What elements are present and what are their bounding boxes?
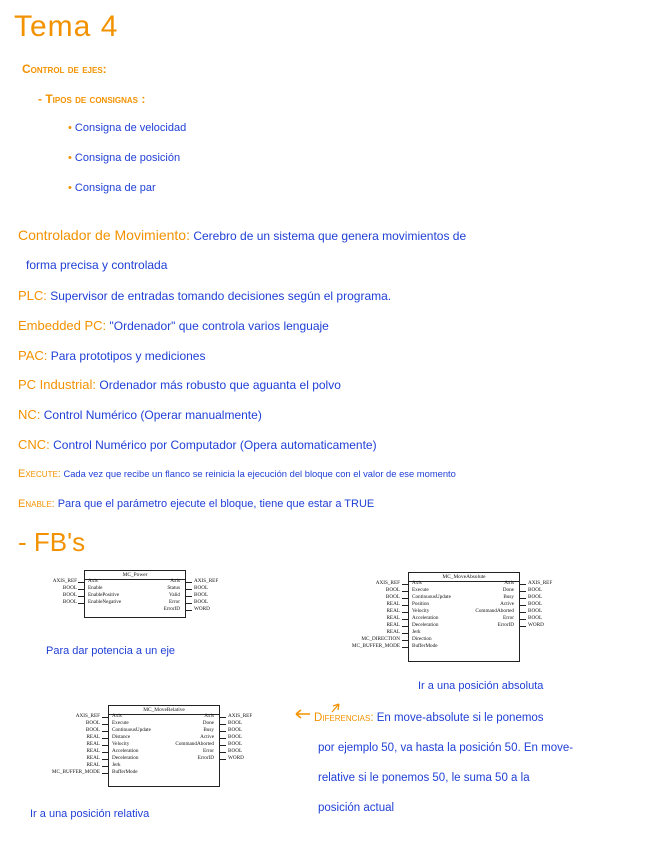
definition-term: PAC: [18, 348, 48, 363]
output-type: BOOL [528, 594, 543, 600]
definition-term: CNC: [18, 437, 50, 452]
pin-line [220, 724, 226, 725]
output-type: BOOL [228, 727, 243, 733]
definition-term: Embedded PC: [18, 318, 107, 333]
definition-text: Control Numérico por Computador (Opera automaticamente) [53, 438, 377, 452]
definition-row [18, 377, 341, 392]
block-name: MC_Power [122, 572, 148, 578]
output-type: WORD [528, 622, 544, 628]
input-type: REAL [86, 734, 100, 740]
input-type: MC_BUFFER_MODE [351, 643, 400, 649]
pin-line [102, 717, 108, 718]
input-pin: Direction [412, 636, 432, 642]
pin-line [220, 717, 226, 718]
output-pin: Active [500, 601, 514, 607]
definition-text: Control Numérico (Operar manualmente) [43, 408, 262, 422]
output-pin: Done [202, 720, 214, 726]
input-type: REAL [86, 741, 100, 747]
list-item-text: Consigna de posición [74, 152, 181, 164]
input-pin: ContinuousUpdate [112, 727, 151, 733]
input-type: BOOL [62, 592, 77, 598]
mc-move-relative-block [40, 705, 280, 800]
pin-line [186, 610, 192, 611]
output-type: BOOL [228, 734, 243, 740]
definition-row [18, 288, 391, 303]
output-pin: Error [503, 615, 514, 621]
pin-line [220, 752, 226, 753]
pin-line [520, 626, 526, 627]
subheading: - Tipos de consignas : [38, 92, 146, 106]
definition-row [18, 498, 374, 510]
input-pin: Acceleration [112, 748, 139, 754]
input-pin: Execute [412, 587, 429, 593]
definition-text: Cerebro de un sistema que genera movimientos de [193, 229, 467, 243]
input-pin: Jerk [112, 762, 121, 768]
input-pin: EnableNegative [88, 599, 122, 605]
list-item [68, 152, 180, 164]
input-type: REAL [386, 601, 400, 607]
list-item [68, 182, 156, 194]
output-type: BOOL [194, 592, 209, 598]
input-type: BOOL [62, 585, 77, 591]
input-pin: Velocity [112, 741, 130, 747]
output-type: BOOL [194, 599, 209, 605]
input-pin: Axis [412, 580, 422, 586]
output-type: BOOL [228, 720, 243, 726]
pin-line [220, 759, 226, 760]
pin-line [78, 596, 84, 597]
pin-line [520, 591, 526, 592]
list-item-text: Consigna de par [74, 182, 156, 194]
differences-line: relative si le ponemos 50, le suma 50 a la [318, 772, 530, 784]
output-type: BOOL [228, 741, 243, 747]
input-pin: Axis [88, 578, 98, 584]
output-pin: Busy [503, 594, 514, 600]
fb-section-title: - FB's [18, 527, 86, 557]
output-type: BOOL [194, 585, 209, 591]
pin-line [520, 619, 526, 620]
pin-line [78, 589, 84, 590]
input-pin: ContinuousUpdate [412, 594, 451, 600]
input-type: AXIS_REF [75, 713, 100, 719]
list-item [68, 122, 186, 134]
input-pin: Deceleration [112, 755, 139, 761]
input-type: REAL [86, 762, 100, 768]
input-type: BOOL [62, 599, 77, 605]
definition-text: Ordenador más robusto que aguanta el polvo [99, 378, 341, 392]
pin-line [402, 633, 408, 634]
block-name: MC_MoveRelative [143, 707, 185, 713]
pin-line [520, 605, 526, 606]
output-type: BOOL [528, 608, 543, 614]
pin-line [102, 731, 108, 732]
definition-row [18, 437, 377, 452]
pin-line [520, 598, 526, 599]
definition-text: "Ordenador" que controla varios lenguaje [109, 319, 329, 333]
bullet-icon: • [68, 182, 75, 194]
input-pin: Position [412, 601, 430, 607]
output-pin: ErrorID [197, 755, 214, 761]
definition-term: Enable: [18, 498, 55, 510]
differences-term: Diferencias: [314, 712, 374, 724]
input-type: REAL [386, 608, 400, 614]
input-type: REAL [86, 755, 100, 761]
mc-power-block [40, 570, 240, 620]
differences-line [314, 712, 544, 724]
pin-line [220, 738, 226, 739]
input-type: BOOL [85, 727, 100, 733]
input-type: BOOL [385, 594, 400, 600]
output-pin: CommandAborted [475, 608, 514, 614]
definition-row [18, 468, 456, 480]
input-type: AXIS_REF [52, 578, 77, 584]
output-pin: Error [169, 599, 180, 605]
pin-line [186, 589, 192, 590]
input-type: BOOL [85, 720, 100, 726]
pin-line [220, 731, 226, 732]
input-type: MC_DIRECTION [361, 636, 400, 642]
output-pin: Status [167, 585, 180, 591]
output-type: AXIS_REF [194, 578, 219, 584]
pin-line [402, 626, 408, 627]
input-pin: Acceleration [412, 615, 439, 621]
output-type: WORD [194, 606, 210, 612]
pin-line [402, 619, 408, 620]
page-title: Tema 4 [14, 10, 119, 43]
pin-line [102, 759, 108, 760]
output-pin: CommandAborted [175, 741, 214, 747]
definition-term: PLC: [18, 288, 47, 303]
differences-line: posición actual [318, 802, 395, 814]
definition-text: Para prototipos y mediciones [50, 349, 206, 363]
differences-text: En move-absolute si le ponemos [376, 712, 544, 724]
output-pin: ErrorID [163, 606, 180, 612]
bullet-icon: • [68, 122, 75, 134]
input-pin: EnablePositive [88, 592, 120, 598]
pin-line [186, 582, 192, 583]
definition-text: Supervisor de entradas tomando decisiones según el programa. [50, 289, 392, 303]
output-type: BOOL [528, 587, 543, 593]
input-pin: Deceleration [412, 622, 439, 628]
output-type: AXIS_REF [528, 580, 553, 586]
pin-line [78, 603, 84, 604]
definition-continuation: forma precisa y controlada [26, 258, 168, 272]
list-item-text: Consigna de velocidad [74, 122, 187, 134]
input-type: REAL [386, 629, 400, 635]
absolute-caption: Ir a una posición absoluta [418, 680, 544, 692]
definition-row [18, 407, 262, 422]
output-pin: Axis [204, 713, 214, 719]
pin-line [402, 612, 408, 613]
output-type: BOOL [528, 601, 543, 607]
pin-line [78, 582, 84, 583]
pin-line [102, 724, 108, 725]
output-type: BOOL [228, 748, 243, 754]
pin-line [402, 640, 408, 641]
input-pin: Axis [112, 713, 122, 719]
definition-term: PC Industrial: [18, 377, 97, 392]
output-pin: Axis [504, 580, 514, 586]
pin-line [102, 738, 108, 739]
input-type: MC_BUFFER_MODE [51, 769, 100, 775]
output-pin: Valid [169, 592, 180, 598]
section-heading: Control de ejes: [22, 62, 107, 76]
input-pin: BufferMode [412, 643, 438, 649]
definition-row [18, 318, 329, 333]
pin-line [102, 766, 108, 767]
input-type: REAL [386, 622, 400, 628]
output-pin: Done [502, 587, 514, 593]
pin-line [102, 773, 108, 774]
pin-line [402, 591, 408, 592]
output-type: BOOL [528, 615, 543, 621]
output-type: AXIS_REF [228, 713, 253, 719]
input-type: AXIS_REF [375, 580, 400, 586]
mc-move-absolute-block [340, 572, 570, 672]
power-caption: Para dar potencia a un eje [46, 645, 176, 657]
input-type: REAL [86, 748, 100, 754]
definition-row [18, 348, 205, 363]
input-pin: Distance [112, 734, 131, 740]
block-name: MC_MoveAbsolute [442, 574, 486, 580]
output-pin: ErrorID [497, 622, 514, 628]
output-type: WORD [228, 755, 244, 761]
pin-line [520, 612, 526, 613]
definition-term: Execute: [18, 468, 61, 480]
output-pin: Busy [203, 727, 214, 733]
definition-text: Para que el parámetro ejecute el bloque, tiene que estar a TRUE [57, 498, 375, 510]
output-pin: Axis [170, 578, 180, 584]
pin-line [402, 647, 408, 648]
definition-row [18, 227, 466, 243]
definition-term: Controlador de Movimiento: [18, 227, 190, 243]
input-pin: Velocity [412, 608, 430, 614]
input-pin: Jerk [412, 629, 421, 635]
input-pin: BufferMode [112, 769, 138, 775]
input-pin: Enable [88, 585, 103, 591]
bullet-icon: • [68, 152, 75, 164]
pin-line [520, 584, 526, 585]
pin-line [102, 745, 108, 746]
input-pin: Execute [112, 720, 129, 726]
pin-line [402, 605, 408, 606]
output-pin: Error [203, 748, 214, 754]
pin-line [220, 745, 226, 746]
pin-line [186, 603, 192, 604]
input-type: BOOL [385, 587, 400, 593]
differences-line: por ejemplo 50, va hasta la posición 50. En move- [318, 742, 574, 754]
definition-text: Cada vez que recibe un flanco se reinicia la ejecución del bloque con el valor de ese momento [63, 468, 456, 479]
output-pin: Active [200, 734, 214, 740]
input-type: REAL [386, 615, 400, 621]
definition-term: NC: [18, 407, 41, 422]
pin-line [102, 752, 108, 753]
pin-line [402, 584, 408, 585]
pin-line [186, 596, 192, 597]
pin-line [402, 598, 408, 599]
relative-caption: Ir a una posición relativa [30, 808, 150, 820]
